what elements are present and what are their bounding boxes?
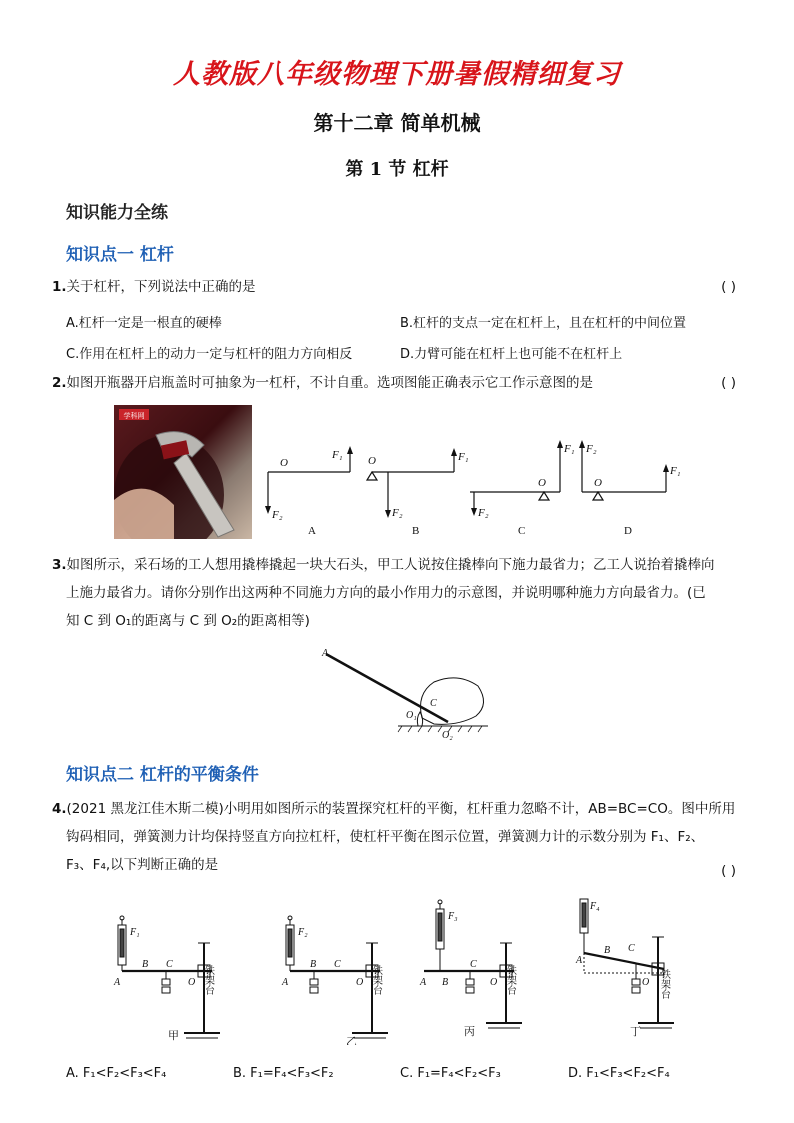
bottle-opener-photo <box>114 405 252 539</box>
svg-text:O: O <box>368 455 376 467</box>
svg-text:F₂: F₂ <box>298 927 308 938</box>
svg-text:C: C <box>470 959 477 970</box>
diagram-c <box>470 440 575 537</box>
photo-logo: 学科网 <box>123 412 145 420</box>
svg-text:F₂: F₂ <box>478 507 489 519</box>
q1-option-c: C.作用在杠杆上的动力一定与杠杆的阻力方向相反 <box>66 347 353 362</box>
stand-label: 铁架台 <box>658 969 670 999</box>
diagram-label-d: D <box>624 525 632 537</box>
svg-text:F₁: F₁ <box>458 451 469 463</box>
answer-blank: ( ) <box>721 279 736 295</box>
q1-option-b: B.杠杆的支点一定在杠杆上，且在杠杆的中间位置 <box>400 316 687 331</box>
question-number: 3. <box>52 557 67 573</box>
stand-label: 铁架台 <box>370 965 382 995</box>
diagram-d <box>579 440 681 537</box>
knowledge-point-2: 知识点二 杠杆的平衡条件 <box>66 765 259 785</box>
svg-text:C: C <box>334 959 341 970</box>
q1-option-a: A.杠杆一定是一根直的硬棒 <box>66 316 222 331</box>
section-title: 第 1 节 杠杆 <box>345 159 449 180</box>
crowbar-rock-diagram <box>318 646 498 744</box>
svg-text:F₁: F₁ <box>564 443 575 455</box>
chapter-title: 第十二章 简单机械 <box>313 111 481 135</box>
answer-blank: ( ) <box>721 375 736 391</box>
svg-text:F₄: F₄ <box>590 901 600 912</box>
question-text-line: 钩码相同，弹簧测力计均保持竖直方向拉杠杆，使杠杆平衡在图示位置，弹簧测力计的示数分别为 F₁、F₂、 <box>66 829 705 845</box>
svg-text:B: B <box>604 945 611 956</box>
question-number: 1. <box>52 279 67 295</box>
diagram-b <box>367 448 469 537</box>
diagram-label-c: C <box>518 525 526 537</box>
question-text-line: 上施力最省力。请你分别作出这两种不同施力方向的最小作用力的示意图，并说明哪种施力方向最省力。(已 <box>66 585 706 601</box>
svg-text:F₃: F₃ <box>448 911 458 922</box>
question-stem: 如图开瓶器开启瓶盖时可抽象为一杠杆，不计自重。选项图能正确表示它工作示意图的是 <box>66 375 594 391</box>
setup-label: 乙 <box>346 1036 357 1045</box>
svg-text:铁架台: 铁架台 <box>202 965 214 995</box>
svg-text:O₂: O₂ <box>442 730 453 741</box>
svg-text:O: O <box>280 457 288 469</box>
knowledge-point-1: 知识点一 杠杆 <box>66 245 174 265</box>
practice-heading: 知识能力全练 <box>66 203 168 223</box>
diagram-a <box>265 446 353 537</box>
q4-option-b: B. F₁=F₄<F₃<F₂ <box>233 1066 334 1081</box>
svg-text:F₂: F₂ <box>392 507 403 519</box>
svg-text:O: O <box>490 977 498 988</box>
diagram-label-a: A <box>308 525 316 537</box>
setup-label: 甲 <box>168 1030 179 1042</box>
svg-text:C: C <box>166 959 173 970</box>
question-text-line: F₃、F₄,以下判断正确的是 <box>66 857 219 873</box>
svg-text:C: C <box>628 943 635 954</box>
setup-label: 丁 <box>630 1026 641 1038</box>
lever-experiment-diagrams <box>108 895 708 1045</box>
question-stem: 关于杠杆，下列说法中正确的是 <box>66 279 256 295</box>
svg-text:B: B <box>142 959 149 970</box>
svg-text:F₂: F₂ <box>272 509 283 521</box>
svg-text:O: O <box>188 977 196 988</box>
svg-text:A: A <box>282 977 289 988</box>
svg-text:A: A <box>322 648 329 659</box>
stand-label: 铁架台 <box>504 965 516 995</box>
question-number: 4. <box>52 801 67 817</box>
question-4 <box>52 795 742 879</box>
svg-text:B: B <box>310 959 317 970</box>
question-text-line: (2021 黑龙江佳木斯二模)小明用如图所示的装置探究杠杆的平衡，杠杆重力忽略不计，AB=BC=CO。图中所用 <box>66 801 736 817</box>
question-1 <box>52 273 742 301</box>
question-text-line: 如图所示，采石场的工人想用撬棒撬起一块大石头，甲工人说按住撬棒向下施力最省力；乙工人说抬着撬棒向 <box>66 557 715 573</box>
question-number: 2. <box>52 375 67 391</box>
svg-text:F₁: F₁ <box>670 465 681 477</box>
setup-yi <box>281 916 388 1045</box>
svg-text:B: B <box>442 977 449 988</box>
svg-text:F₂: F₂ <box>586 443 597 455</box>
setup-ding <box>575 899 674 1038</box>
svg-text:F₁: F₁ <box>332 449 343 461</box>
setup-bing <box>419 900 522 1038</box>
question-2 <box>52 369 742 397</box>
q4-option-a: A. F₁<F₂<F₃<F₄ <box>66 1066 167 1081</box>
svg-text:O₁: O₁ <box>406 710 417 721</box>
q1-option-d: D.力臂可能在杠杆上也可能不在杠杆上 <box>400 347 623 362</box>
svg-text:F₁: F₁ <box>130 927 140 938</box>
setup-jia <box>113 916 220 1042</box>
q2-option-diagrams <box>260 438 700 538</box>
svg-text:O: O <box>642 977 650 988</box>
svg-text:O: O <box>594 477 602 489</box>
svg-text:C: C <box>430 698 437 709</box>
svg-text:O: O <box>538 477 546 489</box>
q4-option-c: C. F₁=F₄<F₂<F₃ <box>400 1066 501 1081</box>
question-3 <box>52 551 742 635</box>
svg-text:A: A <box>114 977 121 988</box>
setup-label: 丙 <box>464 1026 475 1038</box>
diagram-label-b: B <box>412 525 420 537</box>
answer-blank: ( ) <box>721 863 736 879</box>
svg-text:A: A <box>576 955 583 966</box>
svg-text:A: A <box>420 977 427 988</box>
q4-option-d: D. F₁<F₃<F₂<F₄ <box>568 1066 670 1081</box>
question-text-line: 知 C 到 O₁的距离与 C 到 O₂的距离相等) <box>66 613 310 629</box>
page-banner: 人教版八年级物理下册暑假精细复习 <box>173 59 621 90</box>
svg-text:O: O <box>356 977 364 988</box>
